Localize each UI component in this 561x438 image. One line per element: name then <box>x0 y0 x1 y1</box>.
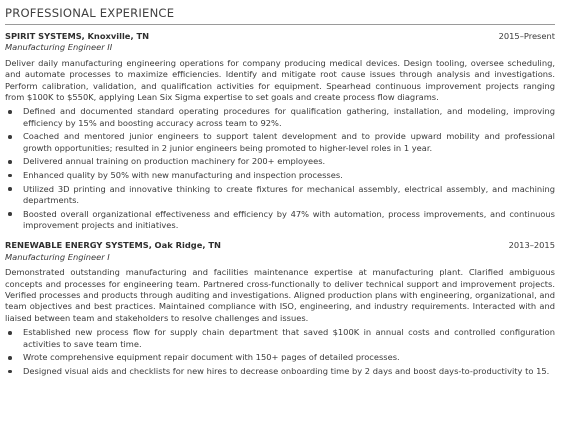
job-title: Manufacturing Engineer I <box>5 251 110 262</box>
job-summary: Deliver daily manufacturing engineering operations for company producing medical devices. Design tooling, oversee scheduling, and automate processes to maximize efficiencies. Identify and mitigate root cause issues through analysis and investigations. Perform calibration, validation, and qualification activities for equipment. Spearhead continuous improvement projects ranging from $100K to $550K, applying Lean Six Sigma expertise to set goals and create process flow diagrams. <box>5 57 555 103</box>
company-name: RENEWABLE ENERGY SYSTEMS, <box>5 240 152 251</box>
job-entry <box>5 240 555 377</box>
achievement-item: Designed visual aids and checklists for new hires to decrease onboarding time by 2 days and boost days-to-productivity to 15. <box>5 366 555 377</box>
achievement-item: Wrote comprehensive equipment repair document with 150+ pages of detailed processes. <box>5 352 555 363</box>
section-title: PROFESSIONAL EXPERIENCE <box>5 6 555 25</box>
company-location: Oak Ridge, TN <box>154 240 221 251</box>
company-line <box>5 240 221 251</box>
achievement-list <box>5 106 555 231</box>
company-location: Knoxville, TN <box>87 31 150 41</box>
company-line <box>5 31 149 42</box>
job-dates: 2015–Present <box>498 31 555 41</box>
job-dates: 2013–2015 <box>508 240 555 251</box>
achievement-list <box>5 327 555 377</box>
job-header <box>5 240 555 251</box>
achievement-item: Boosted overall organizational effectiveness and efficiency by 47% with automation, process improvements, and continuous improvement projects and initiatives. <box>5 209 555 232</box>
achievement-item: Coached and mentored junior engineers to support talent development and to provide upward mobility and professional growth opportunities; resulted in 2 junior engineers being promoted to higher-level roles in 1 year. <box>5 131 555 154</box>
resume-page <box>5 6 555 386</box>
job-title: Manufacturing Engineer II <box>5 42 113 53</box>
job-summary: Demonstrated outstanding manufacturing and facilities maintenance expertise at manufacturing plant. Clarified ambiguous concepts and processes for engineering team. Partnered cross-functionally to deliver technical support and improvement projects. Verified processes and products through auditing and investigations. Aligned production plans with engineering, organizational, and team objectives and best practices. Maintained compliance with ISO, engineering, and industry requirements. Interacted with and liaised between team and stakeholders to resolve challenges and issues. <box>5 267 555 323</box>
achievement-item: Utilized 3D printing and innovative thinking to create fixtures for mechanical assembly, electrical assembly, and machining departments. <box>5 184 555 207</box>
job-header <box>5 31 555 42</box>
achievement-item: Defined and documented standard operating procedures for qualification gathering, installation, and modeling, improving efficiency by 15% and boosting accuracy across team to 92%. <box>5 106 555 129</box>
achievement-item: Enhanced quality by 50% with new manufacturing and inspection processes. <box>5 170 555 181</box>
job-entry <box>5 31 555 231</box>
company-name: SPIRIT SYSTEMS, <box>5 31 85 41</box>
achievement-item: Delivered annual training on production machinery for 200+ employees. <box>5 156 555 167</box>
achievement-item: Established new process flow for supply chain department that saved $100K in annual costs and controlled configuration activities to save team time. <box>5 327 555 350</box>
